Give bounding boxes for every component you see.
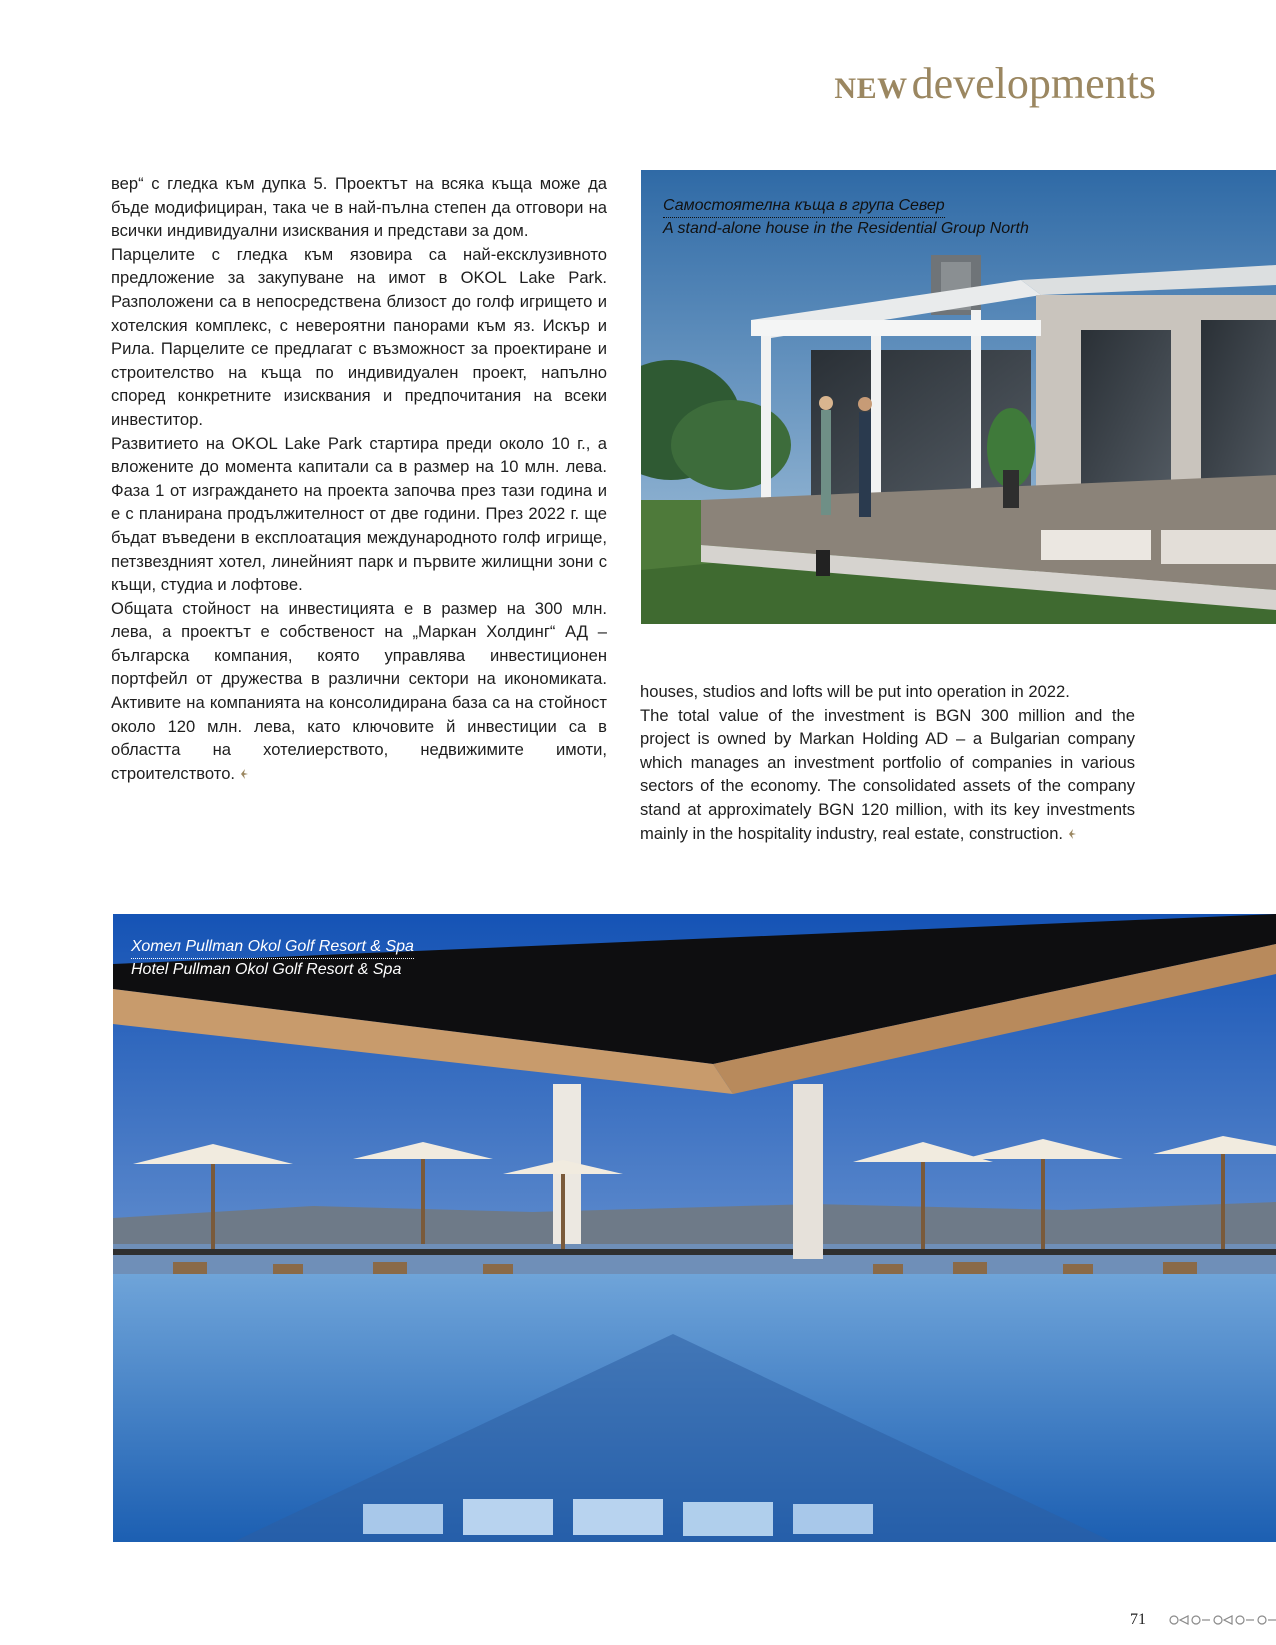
paragraph-bg-2: Парцелите с гледка към язовира са най-ексклузивното предложение за закупуване на имот в OKOL Lake Park. Разположени са в непосредствена близост до голф игрището и хотелския комплекс, с невероятни панорами към яз. Искър и Рила. Парцелите се предлагат с възможност за проектиране и строителство на къща по индивидуален проект, напълно според конкретните изисквания и предпочитания на всеки инвеститор. — [111, 244, 607, 429]
paragraph-en-2 — [640, 704, 1135, 846]
article-column-english — [640, 680, 1135, 845]
section-header-developments: developments — [911, 59, 1156, 108]
hotel-pool-illustration — [113, 914, 1276, 1542]
section-header — [834, 58, 1156, 109]
photo-house-caption-en: A stand-alone house in the Residential Group North — [663, 220, 1029, 237]
article-column-bulgarian — [111, 172, 607, 785]
paragraph-bg-4 — [111, 597, 607, 786]
photo-hotel-pool — [113, 914, 1276, 1542]
photo-pool-caption-bg: Хотел Pullman Okol Golf Resort & Spa — [131, 936, 414, 959]
photo-pool-caption-en: Hotel Pullman Okol Golf Resort & Spa — [131, 961, 402, 978]
photo-house-caption-bg: Самостоятелна къща в група Север — [663, 195, 945, 218]
paragraph-en-1: houses, studios and lofts will be put into operation in 2022. — [640, 682, 1070, 701]
decorative-ornament-icon — [1166, 1612, 1276, 1628]
paragraph-bg-3: Развитието на OKOL Lake Park стартира преди около 10 г., а вложените до момента капитали са в размер на 10 млн. лева. Фаза 1 от изграждането на проекта започва през тази година и е с планирана продължителност от две години. През 2022 г. ще бъдат въведени в експлоатация международното голф игрище, петзвездният хотел, линейният парк и първите жилищни зони с къщи, студиа и лофтове. — [111, 433, 607, 595]
end-of-article-icon — [239, 768, 249, 780]
paragraph-bg-4-text: Общата стойност на инвестицията е в размер на 300 млн. лева, а проектът е собственост на „Маркан Холдинг“ АД – българска компания, която управлява инвестиционен портфейл от дружества в различни сектори на икономиката. Активите на компанията на консолидирана база са на стойност около 120 млн. лева, като ключовите й инвестиции са в областта на хотелиерството, недвижимите имоти, строителството. — [111, 598, 607, 783]
paragraph-bg-1: вер“ с гледка към дупка 5. Проектът на всяка къща може да бъде модифициран, така че в най-пълна степен да отговори на всички индивидуални изисквания и представи за дом. — [111, 174, 607, 241]
photo-pool-caption — [131, 936, 414, 980]
page-number: 71 — [1130, 1611, 1146, 1628]
section-header-new: NEW — [834, 72, 908, 105]
paragraph-en-2-text: The total value of the investment is BGN 300 million and the project is owned by Markan Holding AD – a Bulgarian company which manages an investment portfolio of companies in various sectors of the economy. The consolidated assets of the company stand at approximately BGN 120 million, with its key investments mainly in the hospitality industry, real estate, construction. — [640, 705, 1135, 843]
page-footer — [1130, 1608, 1276, 1632]
photo-house-caption — [663, 195, 1029, 239]
end-of-article-icon — [1067, 828, 1077, 840]
